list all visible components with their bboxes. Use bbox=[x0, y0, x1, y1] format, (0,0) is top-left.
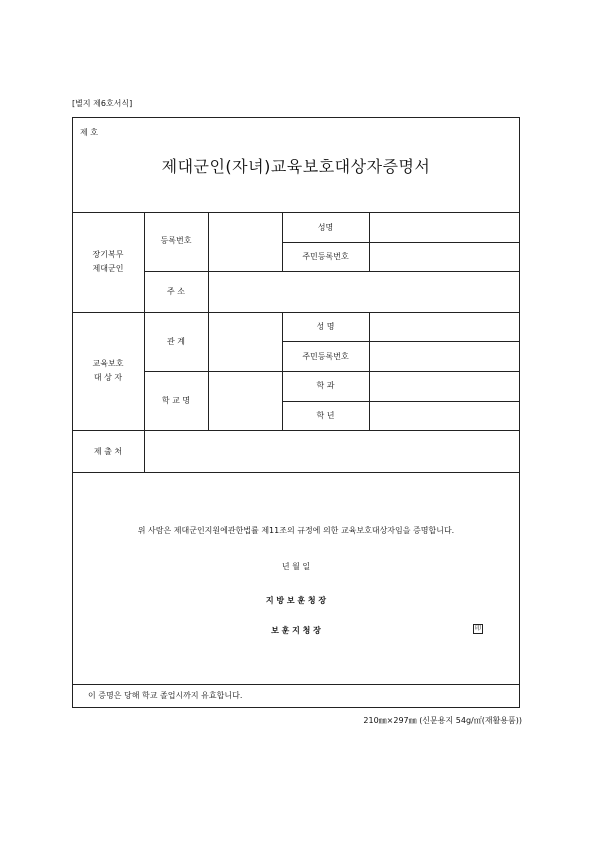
veteran-reg-no-label: 등록번호 bbox=[160, 236, 192, 245]
submit-to-value bbox=[145, 431, 519, 471]
submit-to-label: 제 출 처 bbox=[93, 447, 123, 456]
issue-date: 년 월 일 bbox=[281, 562, 311, 571]
beneficiary-school-value bbox=[209, 372, 281, 429]
beneficiary-grade-label: 학 년 bbox=[316, 411, 335, 420]
beneficiary-relation-value bbox=[209, 313, 281, 370]
veteran-section-label-1: 장기복무 bbox=[92, 250, 124, 259]
divider bbox=[72, 472, 520, 473]
veteran-resident-no-value bbox=[370, 243, 519, 270]
beneficiary-name-value bbox=[370, 313, 519, 340]
beneficiary-school-label: 학 교 명 bbox=[161, 396, 191, 405]
beneficiary-resident-no-value bbox=[370, 342, 519, 370]
beneficiary-section-label-1: 교육보호 bbox=[92, 359, 124, 368]
beneficiary-relation-label: 관 계 bbox=[167, 337, 185, 346]
veteran-resident-no-label: 주민등록번호 bbox=[302, 252, 349, 261]
issuer-regional-office: 지 방 보 훈 청 장 bbox=[265, 596, 327, 605]
veteran-address-label: 주 소 bbox=[167, 287, 185, 296]
veteran-name-value bbox=[370, 213, 519, 241]
beneficiary-grade-value bbox=[370, 402, 519, 429]
issuer-branch-office: 보 훈 지 청 장 bbox=[271, 626, 321, 635]
beneficiary-name-label: 성 명 bbox=[316, 322, 335, 331]
veteran-address-value bbox=[209, 272, 519, 311]
document-title: 제대군인(자녀)교육보호대상자증명서 bbox=[161, 157, 431, 176]
beneficiary-resident-no-label: 주민등록번호 bbox=[302, 352, 349, 361]
beneficiary-section-label-2: 대 상 자 bbox=[93, 373, 123, 382]
divider bbox=[282, 212, 283, 271]
beneficiary-department-label: 학 과 bbox=[316, 381, 335, 390]
veteran-name-label: 성명 bbox=[317, 223, 334, 232]
certificate-number-label: 제 호 bbox=[80, 128, 98, 137]
form-number-label: [별지 제6호서식] bbox=[72, 99, 133, 108]
beneficiary-department-value bbox=[370, 372, 519, 400]
certification-statement: 위 사람은 제대군인지원에관한법률 제11조의 규정에 의한 교육보호대상자임을 증명합니다. bbox=[137, 526, 455, 535]
validity-note: 이 증명은 당해 학교 졸업시까지 유효합니다. bbox=[88, 691, 243, 700]
paper-specification: 210㎜×297㎜ (신문용지 54g/㎡(재활용품)) bbox=[363, 716, 522, 725]
veteran-section-label-2: 제대군인 bbox=[92, 264, 124, 273]
seal-mark: 印 bbox=[474, 625, 481, 632]
divider bbox=[72, 684, 520, 685]
veteran-reg-no-value bbox=[209, 213, 281, 270]
